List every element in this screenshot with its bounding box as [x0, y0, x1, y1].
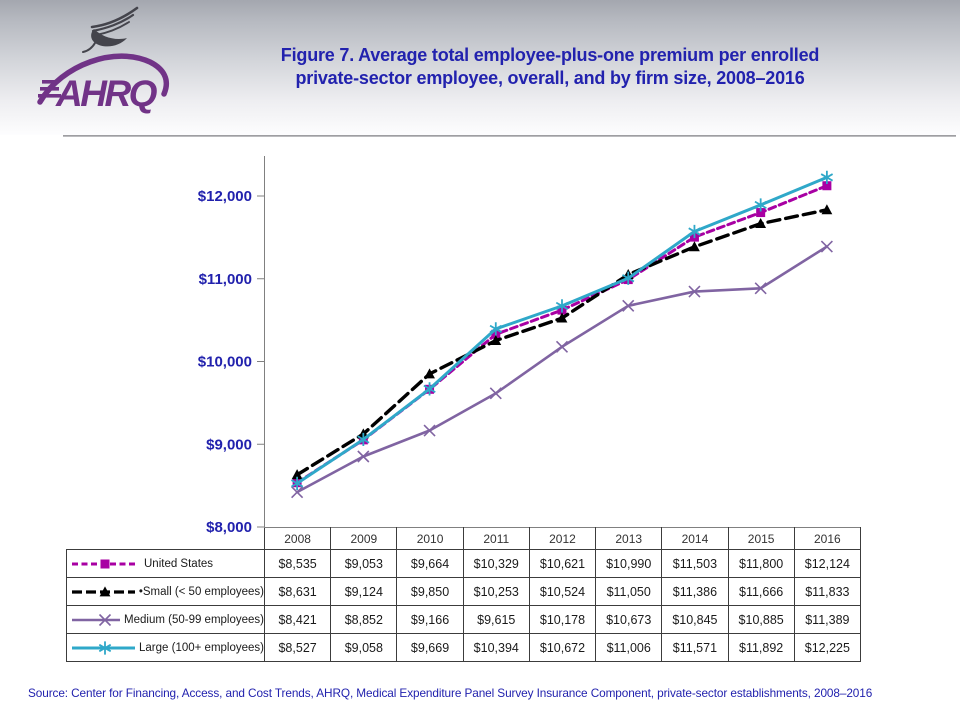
marker-triangle: [623, 269, 634, 279]
y-tick-label: $12,000: [197, 188, 252, 205]
marker-square: [293, 478, 302, 487]
page-title-line2: private-sector employee, overall, and by firm size, 2008–2016: [295, 68, 805, 89]
table-row-large-100-employees: [67, 634, 861, 662]
legend-swatch-united-states: [70, 556, 140, 572]
value-cell-small-50-employees-2012: $10,524: [529, 578, 595, 606]
y-tick-label: $8,000: [206, 519, 252, 536]
value-cell-small-50-employees-2008: $8,631: [265, 578, 331, 606]
marker-triangle: [689, 241, 700, 251]
value-cell-small-50-employees-2014: $11,386: [662, 578, 728, 606]
year-cell-2014: 2014: [662, 528, 728, 550]
value-cell-united-states-2012: $10,621: [529, 550, 595, 578]
year-cell-2010: 2010: [397, 528, 463, 550]
legend-cell-large-100-employees: [67, 634, 265, 662]
value-cell-large-100-employees-2015: $11,892: [728, 634, 794, 662]
series-line-medium-50-99-employees: [297, 247, 827, 493]
series-line-united-states: [297, 186, 827, 483]
marker-triangle: [424, 368, 435, 378]
year-cell-2015: 2015: [728, 528, 794, 550]
marker-x: [623, 300, 634, 311]
value-cell-medium-50-99-employees-2014: $10,845: [662, 606, 728, 634]
table-row-medium-50-99-employees: [67, 606, 861, 634]
marker-square: [822, 181, 831, 190]
marker-triangle: [490, 335, 501, 345]
value-cell-united-states-2011: $10,329: [463, 550, 529, 578]
table-row-small-50-employees: [67, 578, 861, 606]
value-cell-medium-50-99-employees-2011: $9,615: [463, 606, 529, 634]
value-cell-medium-50-99-employees-2012: $10,178: [529, 606, 595, 634]
marker-x: [755, 283, 766, 294]
series-markers-medium-50-99-employees: [292, 241, 833, 498]
header-divider: [63, 135, 956, 137]
year-cell-2013: 2013: [596, 528, 662, 550]
y-tick-label: $9,000: [206, 436, 252, 454]
marker-x: [358, 451, 369, 462]
ahrq-logo-graphic: [34, 2, 190, 118]
ahrq-logo: [34, 2, 190, 118]
legend-cell-united-states: [67, 550, 265, 578]
year-cell-2012: 2012: [529, 528, 595, 550]
marker-square: [624, 275, 633, 284]
value-cell-united-states-2008: $8,535: [265, 550, 331, 578]
marker-asterisk: [623, 272, 634, 285]
marker-asterisk: [490, 322, 501, 335]
year-cell-2011: 2011: [463, 528, 529, 550]
value-cell-medium-50-99-employees-2008: $8,421: [265, 606, 331, 634]
value-cell-medium-50-99-employees-2016: $11,389: [794, 606, 860, 634]
marker-x: [490, 388, 501, 399]
value-cell-small-50-employees-2013: $11,050: [596, 578, 662, 606]
marker-asterisk: [755, 198, 766, 211]
legend-label-united-states: United States: [144, 557, 214, 570]
marker-square: [491, 330, 500, 339]
y-tick-label: $10,000: [197, 353, 252, 371]
value-cell-large-100-employees-2013: $11,006: [596, 634, 662, 662]
series-line-large-100-employees: [297, 177, 827, 483]
marker-triangle: [557, 313, 568, 323]
value-cell-united-states-2010: $9,664: [397, 550, 463, 578]
value-cell-united-states-2016: $12,124: [794, 550, 860, 578]
marker-square: [690, 233, 699, 242]
hhs-eagle-icon: [83, 8, 137, 52]
series-markers-large-100-employees: [291, 171, 832, 490]
legend-header-spacer: [67, 528, 265, 550]
year-cell-2009: 2009: [331, 528, 397, 550]
marker-asterisk: [821, 171, 832, 184]
marker-asterisk: [358, 433, 369, 446]
marker-x: [292, 487, 303, 498]
value-cell-large-100-employees-2009: $9,058: [331, 634, 397, 662]
series-line-small-50-employees: [297, 210, 827, 475]
value-cell-small-50-employees-2011: $10,253: [463, 578, 529, 606]
legend-label-large-100-employees: Large (100+ employees): [139, 641, 264, 654]
legend-cell-medium-50-99-employees: [67, 606, 265, 634]
value-cell-large-100-employees-2012: $10,672: [529, 634, 595, 662]
marker-x: [557, 341, 568, 352]
value-cell-medium-50-99-employees-2009: $8,852: [331, 606, 397, 634]
marker-asterisk: [556, 299, 567, 312]
table-row-united-states: [67, 550, 861, 578]
marker-square: [558, 306, 567, 315]
legend-swatch-small-50-employees: [70, 584, 135, 600]
marker-x: [424, 425, 435, 436]
marker-square: [425, 385, 434, 394]
legend-label-medium-50-99-employees: Medium (50-99 employees): [124, 613, 264, 626]
marker-x: [821, 241, 832, 252]
marker-triangle: [821, 204, 832, 214]
marker-asterisk: [424, 382, 435, 395]
y-tick-label: $11,000: [198, 270, 252, 288]
value-cell-large-100-employees-2008: $8,527: [265, 634, 331, 662]
value-cell-large-100-employees-2010: $9,669: [397, 634, 463, 662]
series-markers-small-50-employees: [292, 204, 833, 479]
marker-square: [359, 435, 368, 444]
marker-asterisk: [689, 225, 700, 238]
legend-swatch-medium-50-99-employees: [70, 612, 120, 628]
value-cell-united-states-2013: $10,990: [596, 550, 662, 578]
page-title: [175, 44, 925, 90]
value-cell-large-100-employees-2016: $12,225: [794, 634, 860, 662]
ahrq-logo-text: AHRQ: [56, 73, 155, 114]
value-cell-united-states-2009: $9,053: [331, 550, 397, 578]
page-title-line1: Figure 7. Average total employee-plus-one premium per enrolled: [280, 45, 820, 65]
value-cell-small-50-employees-2015: $11,666: [728, 578, 794, 606]
year-header-row: [67, 528, 861, 550]
marker-x: [689, 286, 700, 297]
legend-marker-square: [101, 559, 110, 568]
year-cell-2016: 2016: [794, 528, 860, 550]
value-cell-medium-50-99-employees-2010: $9,166: [397, 606, 463, 634]
legend-label-small-50-employees: •Small (< 50 employees): [138, 585, 264, 598]
value-cell-small-50-employees-2009: $9,124: [331, 578, 397, 606]
value-cell-medium-50-99-employees-2013: $10,673: [596, 606, 662, 634]
value-cell-medium-50-99-employees-2015: $10,885: [728, 606, 794, 634]
marker-asterisk: [291, 477, 302, 490]
value-cell-united-states-2015: $11,800: [728, 550, 794, 578]
value-cell-small-50-employees-2016: $11,833: [794, 578, 860, 606]
value-cell-large-100-employees-2014: $11,571: [662, 634, 728, 662]
value-cell-small-50-employees-2010: $9,850: [397, 578, 463, 606]
year-cell-2008: 2008: [265, 528, 331, 550]
value-cell-large-100-employees-2011: $10,394: [463, 634, 529, 662]
premium-data-table: [66, 527, 861, 662]
marker-square: [756, 208, 765, 217]
marker-triangle: [358, 428, 369, 438]
marker-triangle: [292, 469, 303, 479]
series-markers-united-states: [293, 181, 832, 487]
value-cell-united-states-2014: $11,503: [662, 550, 728, 578]
source-note: Source: Center for Financing, Access, and Cost Trends, AHRQ, Medical Expenditure Panel Survey Insurance Component, private-sector establishments, 2008–2016: [28, 686, 873, 700]
legend-swatch-large-100-employees: [70, 640, 135, 656]
marker-triangle: [755, 218, 766, 228]
legend-cell-small-50-employees: [67, 578, 265, 606]
